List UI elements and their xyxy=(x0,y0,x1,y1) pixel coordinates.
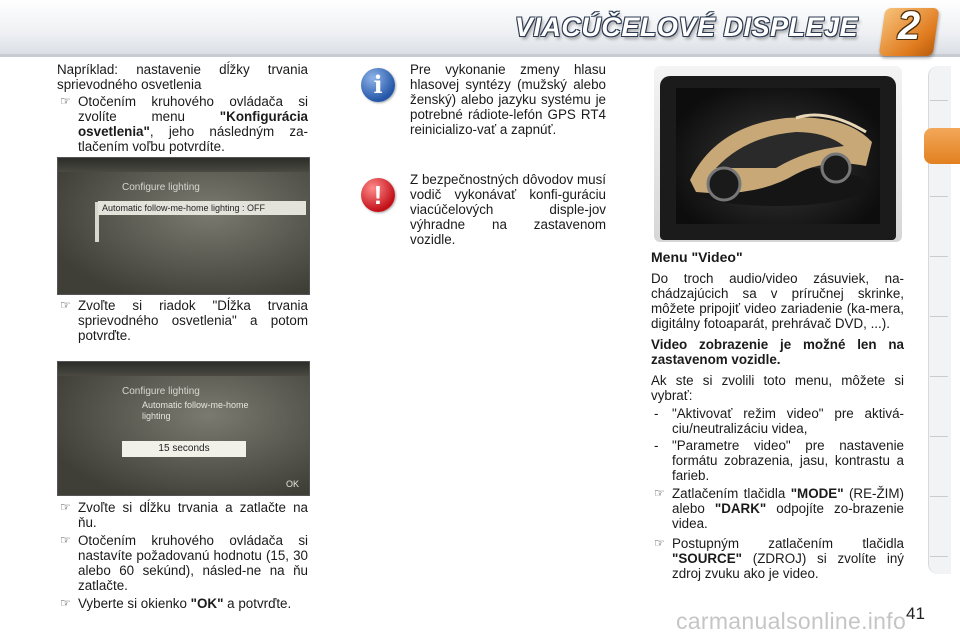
pointing-hand-icon: ☞ xyxy=(60,533,71,547)
pointing-hand-icon: ☞ xyxy=(60,500,71,514)
pointing-hand-icon: ☞ xyxy=(60,596,71,610)
step-text: Zvoľte si riadok "Dĺžka trvania sprievodného osvetlenia" a potom potvrďte. xyxy=(78,298,308,343)
step-bullet xyxy=(57,533,308,593)
tab-divider xyxy=(930,376,948,377)
step-text-bold: "OK" xyxy=(190,596,224,611)
step-bullet xyxy=(651,536,904,581)
car-illustration xyxy=(676,88,880,224)
option-text: "Parametre video" pre nastavenie formátu zobrazenia, jasu, kontrastu a farieb. xyxy=(672,438,904,483)
tab-divider xyxy=(930,556,948,557)
screen-title: Configure lighting xyxy=(122,386,200,397)
step-bullet xyxy=(57,500,308,530)
step-bullet xyxy=(57,298,308,343)
option-item: - "Aktivovať režim video" pre aktivá-ciu/neutralizáciu videa, xyxy=(654,406,904,436)
screen-option: Automatic follow-me-home lighting xyxy=(142,400,249,421)
info-icon: i xyxy=(361,68,395,102)
display-screen-car-image xyxy=(676,88,880,224)
video-options-intro: Ak ste si zvolili toto menu, môžete si vybrať: xyxy=(651,373,904,403)
step-text-bold: "Konfigurácia osvetlenia" xyxy=(78,109,308,139)
warning-icon: ! xyxy=(361,178,395,212)
step-text: Vyberte si okienko xyxy=(78,596,191,611)
chapter-tab-active xyxy=(924,128,960,164)
info-note: Pre vykonanie zmeny hlasu hlasovej syntézy (mužský alebo ženský) alebo jazyku systému je potrebné rádiote-lefón GPS RT4 reinicializo-vať a zapnúť. xyxy=(410,62,606,137)
tab-divider xyxy=(930,196,948,197)
screen-status-bar xyxy=(58,362,309,376)
step-text: , jeho následným za-tlačením voľbu potvrdíte. xyxy=(78,124,308,154)
intro-text: Napríklad: nastavenie dĺžky trvania sprievodného osvetlenia xyxy=(57,62,308,92)
tab-divider xyxy=(930,100,948,101)
pointing-hand-icon: ☞ xyxy=(654,536,665,550)
step-text: Otočením kruhového ovládača si nastavíte požadovanú hodnotu (15, 30 alebo 60 sekúnd), násled-ne na ňu zatlačte. xyxy=(78,533,308,593)
screen-title: Configure lighting xyxy=(122,182,200,193)
chapter-title: VIACÚČELOVÉ DISPLEJE xyxy=(514,12,858,42)
lighting-screen-2 xyxy=(57,361,310,496)
screen-status-bar xyxy=(58,158,309,172)
page-number: 41 xyxy=(906,604,925,623)
tab-divider xyxy=(930,316,948,317)
tab-divider xyxy=(930,496,948,497)
video-menu-title: Menu "Video" xyxy=(651,249,743,265)
mode-button-label: "MODE" xyxy=(790,486,844,501)
warning-note: Z bezpečnostných dôvodov musí vodič vykonávať konfi-guráciu viacúčelových disple-jov výhradne na zastavenom vozidle. xyxy=(410,172,606,247)
tab-divider xyxy=(930,436,948,437)
chapter-number: 2 xyxy=(897,4,921,48)
step-text: (ZDROJ) si zvolíte iný zdroj zvuku ako je video. xyxy=(672,551,904,581)
pointing-hand-icon: ☞ xyxy=(60,298,71,312)
dark-button-label: "DARK" xyxy=(714,501,767,516)
step-text: Zatlačením tlačidla xyxy=(672,486,791,501)
source-button-label: "SOURCE" xyxy=(672,551,742,566)
step-text: Otočením kruhového ovládača si zvolíte menu xyxy=(78,94,308,124)
screen-option: Automatic follow-me-home lighting : OFF xyxy=(98,201,306,215)
step-text: (RE-ŽIM) alebo xyxy=(672,486,904,516)
header-rule xyxy=(0,54,960,57)
screen-ok: OK xyxy=(285,479,299,489)
pointing-hand-icon: ☞ xyxy=(654,486,665,500)
step-text: Postupným zatlačením tlačidla xyxy=(672,536,904,551)
video-warning: Video zobrazenie je možné len na zastavenom vozidle. xyxy=(651,337,904,367)
option-text: "Aktivovať režim video" pre aktivá-ciu/neutralizáciu videa, xyxy=(672,406,904,436)
pointing-hand-icon: ☞ xyxy=(60,94,71,108)
tab-divider xyxy=(930,256,948,257)
lighting-screen-1 xyxy=(57,157,310,295)
step-bullet xyxy=(57,596,308,611)
left-column-top xyxy=(57,62,308,154)
step-text: a potvrďte. xyxy=(223,596,292,611)
right-column xyxy=(651,250,904,581)
video-intro: Do troch audio/video zásuviek, na-chádzajúcich sa v príručnej skrinke, môžete pripojiť video zariadenie (ka-mera, digitálny fotoaparát, prehrávač DVD, ...). xyxy=(651,271,904,331)
left-column-bottom xyxy=(57,500,308,611)
watermark: carmanualsonline.info xyxy=(676,608,907,634)
screen-selected-value: 15 seconds xyxy=(122,441,246,457)
step-text: odpojíte zo-brazenie videa. xyxy=(672,501,905,531)
left-column-mid xyxy=(57,298,308,343)
step-bullet xyxy=(57,94,308,154)
step-text: Zvoľte si dĺžku trvania a zatlačte na ňu. xyxy=(78,500,308,530)
option-item: - "Parametre video" pre nastavenie formátu zobrazenia, jasu, kontrastu a farieb. xyxy=(654,438,904,483)
step-bullet xyxy=(651,486,904,531)
